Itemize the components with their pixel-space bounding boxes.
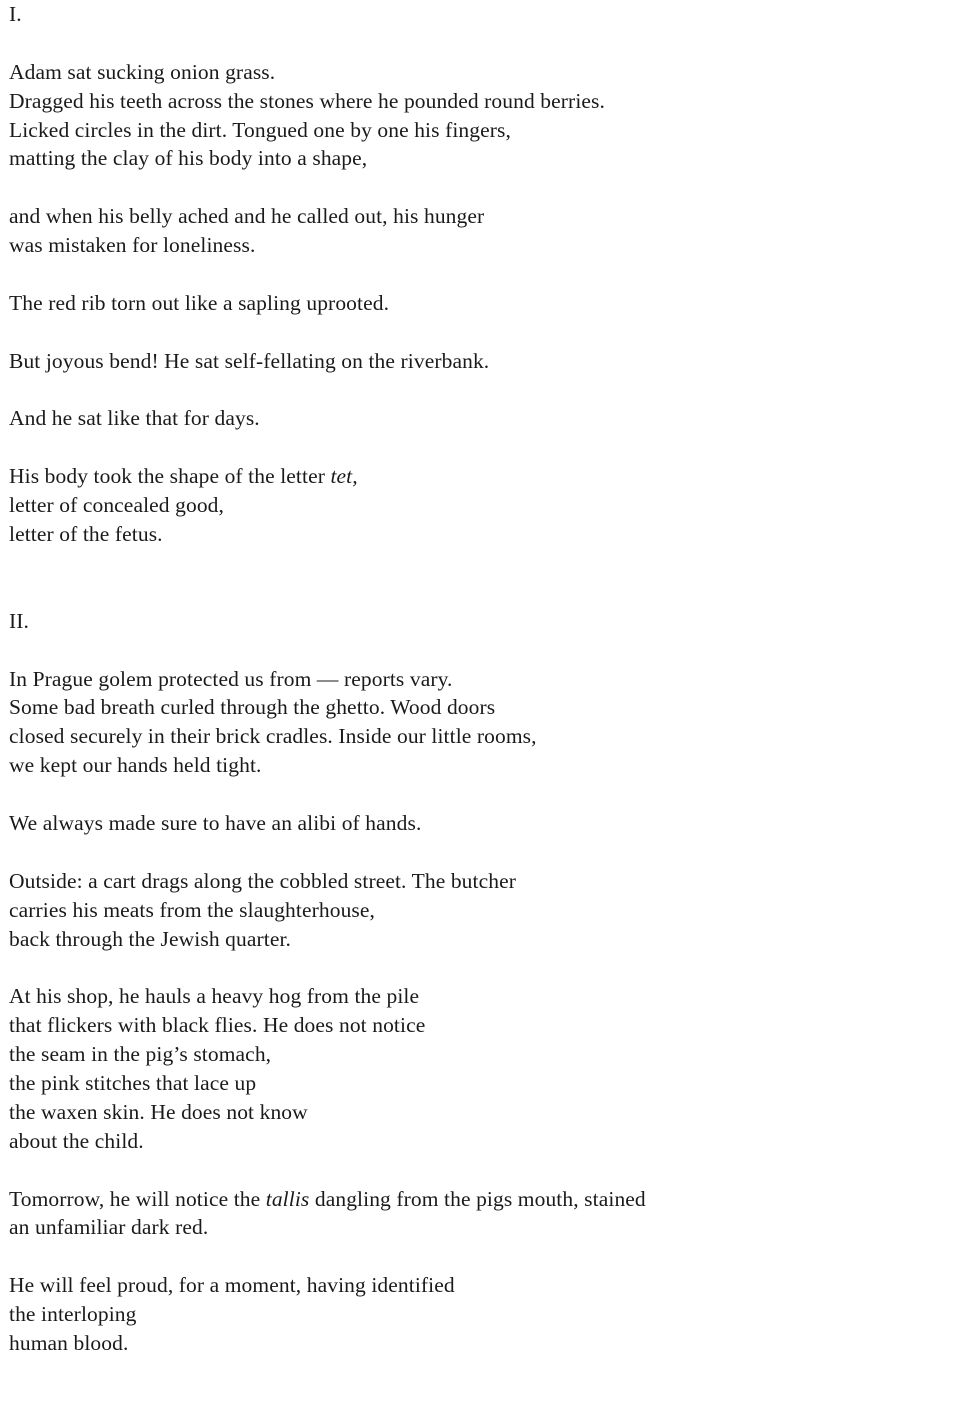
poem-line: was mistaken for loneliness.: [9, 233, 256, 258]
poem-line: Some bad breath curled through the ghetto. Wood doors: [9, 695, 496, 720]
poem-line: We always made sure to have an alibi of hands.: [9, 810, 422, 835]
poem-line: [9, 1185, 969, 1214]
poem-line: Outside: a cart drags along the cobbled street. The butcher: [9, 868, 516, 893]
poem-line: the pink stitches that lace up: [9, 1070, 257, 1095]
stanza-break: [9, 433, 969, 462]
stanza-break: [9, 636, 969, 665]
line-text: dangling from the pigs mouth, stained: [309, 1186, 646, 1211]
poem-line: closed securely in their brick cradles. Inside our little rooms,: [9, 724, 537, 749]
poem-line: the interloping: [9, 1302, 137, 1327]
poem-line: [9, 462, 969, 491]
stanza-break: [9, 780, 969, 809]
poem-line: In Prague golem protected us from — reports vary.: [9, 666, 453, 691]
poem-page: [9, 0, 969, 1358]
section-heading-1: I.: [9, 2, 22, 26]
stanza-break: [9, 260, 969, 289]
poem-line: human blood.: [9, 1330, 129, 1355]
stanza: [9, 202, 969, 260]
poem-line: letter of concealed good,: [9, 493, 225, 518]
poem-line: carries his meats from the slaughterhouse,: [9, 897, 376, 922]
stanza-break: [9, 376, 969, 405]
poem-line: the seam in the pig’s stomach,: [9, 1042, 272, 1067]
stanza-break: [9, 29, 969, 58]
stanza-break: [9, 838, 969, 867]
stanza-break: [9, 1242, 969, 1271]
italic-word: tallis: [265, 1186, 310, 1211]
poem-line: that flickers with black flies. He does not notice: [9, 1013, 426, 1038]
poem-line: Adam sat sucking onion grass.: [9, 59, 276, 84]
poem-line: back through the Jewish quarter.: [9, 926, 292, 951]
stanza-break: [9, 173, 969, 202]
poem-line: letter of the fetus.: [9, 522, 163, 547]
poem-line: And he sat like that for days.: [9, 406, 260, 431]
section-break: [9, 549, 969, 607]
poem-line: But joyous bend! He sat self-fellating on the riverbank.: [9, 348, 490, 373]
stanza: [9, 665, 969, 781]
section-heading-2: II.: [9, 608, 29, 633]
stanza: [9, 58, 969, 174]
line-text: Tomorrow, he will notice the: [9, 1186, 266, 1211]
stanza: [9, 462, 969, 549]
poem-line: matting the clay of his body into a shape,: [9, 146, 368, 171]
stanza-break: [9, 953, 969, 982]
line-text: His body took the shape of the letter: [9, 464, 331, 489]
poem-line: and when his belly ached and he called out, his hunger: [9, 204, 485, 229]
stanza: [9, 982, 969, 1155]
poem-line: the waxen skin. He does not know: [9, 1099, 308, 1124]
stanza: [9, 1271, 969, 1358]
poem-line: we kept our hands held tight.: [9, 753, 262, 778]
stanza: [9, 1185, 969, 1243]
poem-line: Licked circles in the dirt. Tongued one by one his fingers,: [9, 117, 511, 142]
poem-line: about the child.: [9, 1128, 144, 1153]
poem-line: At his shop, he hauls a heavy hog from the pile: [9, 984, 420, 1009]
italic-word: tet,: [330, 464, 358, 489]
stanza-break: [9, 318, 969, 347]
poem-line: an unfamiliar dark red.: [9, 1215, 209, 1240]
poem-line: Dragged his teeth across the stones where he pounded round berries.: [9, 88, 605, 113]
poem-line: He will feel proud, for a moment, having identified: [9, 1273, 455, 1298]
poem-line: The red rib torn out like a sapling uprooted.: [9, 290, 390, 315]
stanza-break: [9, 1156, 969, 1185]
stanza: [9, 867, 969, 954]
